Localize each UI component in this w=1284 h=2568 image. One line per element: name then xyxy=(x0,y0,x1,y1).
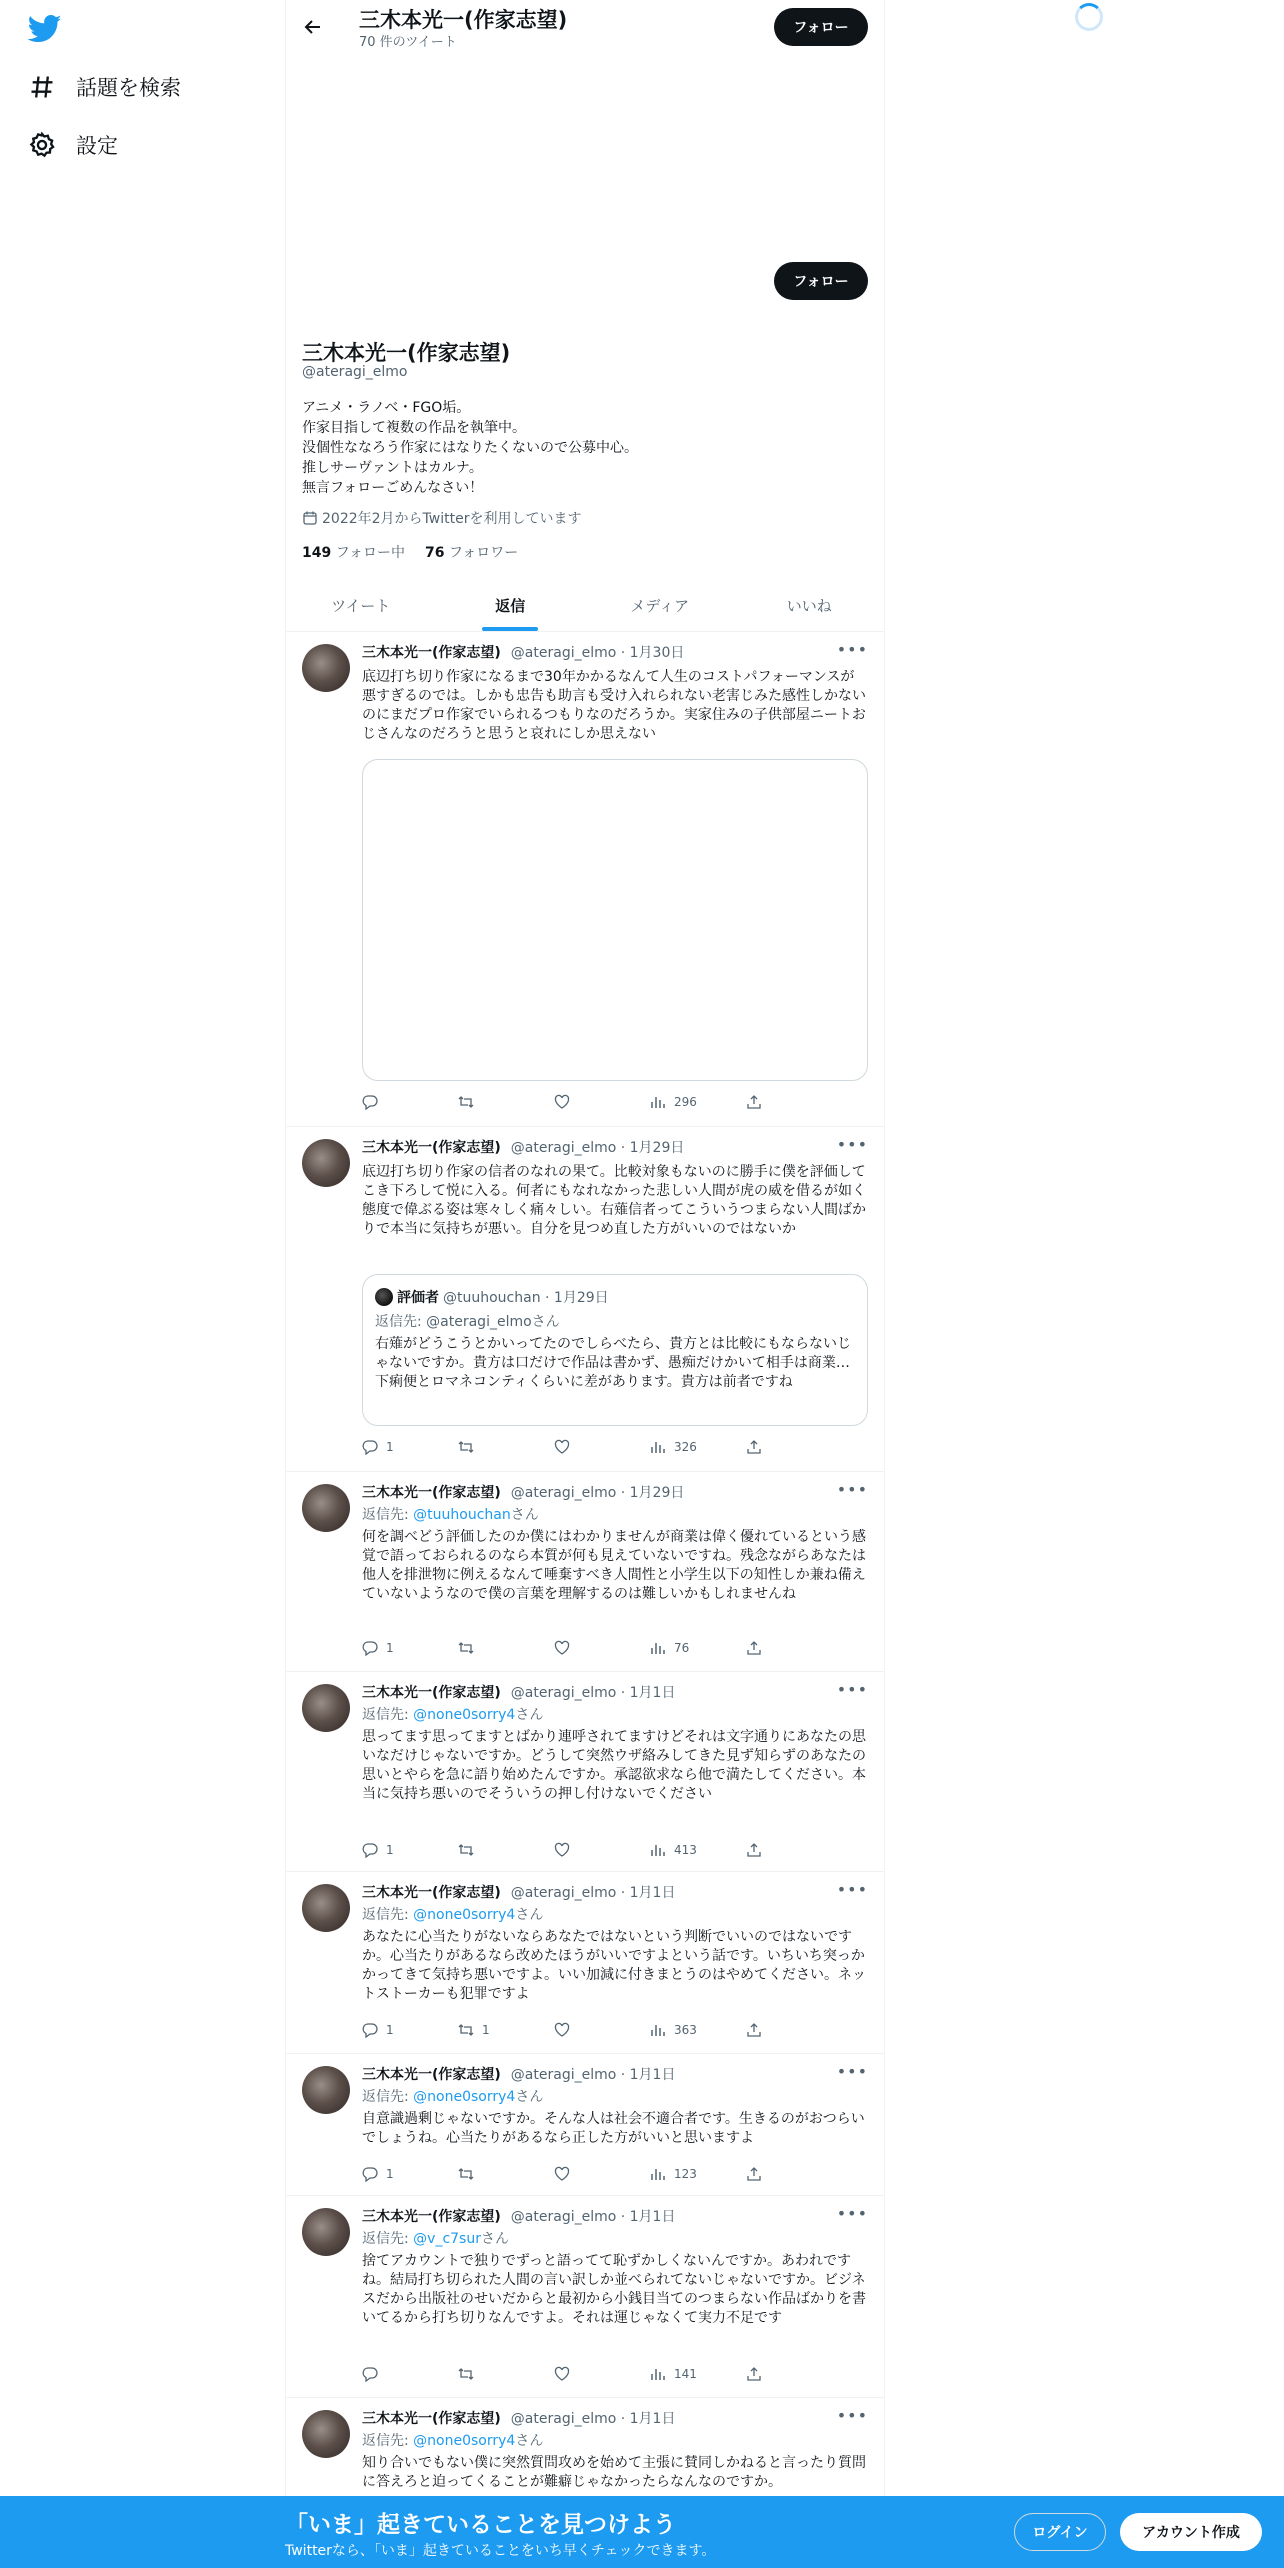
more-options-icon[interactable]: ••• xyxy=(836,640,868,659)
tweet-actions xyxy=(362,1439,782,1459)
tweet-text: あなたに心当たりがないならあなたではないという判断でいいのではないですか。心当たりがあるなら改めたほうがいいですよという話です。いちいち突っかかってきて気持ち悪いですよ。いい加減に付きまとうのはやめてください。ネットストーカーも犯罪ですよ xyxy=(362,1929,866,2002)
views-button[interactable] xyxy=(650,1439,697,1455)
reply-icon xyxy=(362,2366,378,2382)
share-button[interactable] xyxy=(746,1640,762,1656)
tab-replies[interactable]: 返信 xyxy=(436,580,586,631)
reply-prefix: 返信先: xyxy=(362,1907,414,1923)
reply-to-link[interactable]: @tuuhouchan xyxy=(413,1507,511,1523)
gear-icon xyxy=(28,131,56,159)
tweet[interactable] xyxy=(286,2398,884,2496)
views-button[interactable] xyxy=(650,2166,697,2182)
quote-header xyxy=(375,1287,609,1307)
loading-spinner-icon xyxy=(1075,3,1103,31)
reply-count: 1 xyxy=(386,2167,394,2181)
nav-settings-label: 設定 xyxy=(76,134,118,158)
tweet-header xyxy=(362,642,684,662)
like-button[interactable] xyxy=(554,1640,578,1656)
tweet-author-name[interactable]: 三木本光一(作家志望) xyxy=(362,2411,501,2427)
reply-suffix: さん xyxy=(515,1907,544,1923)
profile-name: 三木本光一(作家志望) xyxy=(302,341,511,365)
retweet-icon xyxy=(458,2166,474,2182)
tweet[interactable] xyxy=(286,1872,884,2054)
retweet-icon xyxy=(458,2366,474,2382)
more-options-icon[interactable]: ••• xyxy=(836,1480,868,1499)
heart-icon xyxy=(554,2022,570,2038)
tweet-meta: @ateragi_elmo · 1月1日 xyxy=(510,1685,676,1701)
reply-prefix: 返信先: xyxy=(362,2089,414,2105)
tweet-header xyxy=(362,2064,675,2084)
share-button[interactable] xyxy=(746,1094,762,1110)
reply-suffix: さん xyxy=(510,1507,539,1523)
reply-icon xyxy=(362,2022,378,2038)
more-options-icon[interactable]: ••• xyxy=(836,2204,868,2223)
following-count: 149 xyxy=(302,545,332,561)
reply-button[interactable] xyxy=(362,1439,394,1455)
header-follow-button[interactable]: フォロー xyxy=(774,8,868,46)
login-button[interactable]: ログイン xyxy=(1014,2513,1106,2551)
banner-title: 「いま」起きていることを見つけよう xyxy=(285,2512,676,2538)
more-options-icon[interactable]: ••• xyxy=(836,1680,868,1699)
share-icon xyxy=(746,1842,762,1858)
avatar[interactable] xyxy=(302,1484,350,1532)
more-options-icon[interactable]: ••• xyxy=(836,2406,868,2425)
bio-line: 推しサーヴァントはカルナ。 xyxy=(302,460,483,476)
tweet[interactable] xyxy=(286,1127,884,1472)
views-count: 76 xyxy=(674,1641,690,1655)
share-button[interactable] xyxy=(746,1439,762,1455)
tweet-meta: @ateragi_elmo · 1月29日 xyxy=(510,1140,685,1156)
tweet[interactable] xyxy=(286,1472,884,1672)
like-button[interactable] xyxy=(554,1842,578,1858)
quote-meta: @tuuhouchan · 1月29日 xyxy=(443,1290,609,1306)
reply-icon xyxy=(362,1640,378,1656)
tweet-meta: @ateragi_elmo · 1月29日 xyxy=(510,1485,685,1501)
bio-line: 無言フォローごめんなさい！ xyxy=(302,480,484,496)
avatar[interactable] xyxy=(302,1684,350,1732)
profile-tabs xyxy=(286,580,884,632)
bio-line: アニメ・ラノベ・FGO垢。 xyxy=(302,400,471,416)
quote-text: 右薙がどうこうとかいってたのでしらべたら、貴方とは比較にもならないじゃないですか。貴方は口だけで作品は書かず、愚痴だけかいて相手は商業…下痢便とロマネコンティくらいに差があります。貴方は前者ですね xyxy=(375,1336,851,1390)
tweet-actions xyxy=(362,2022,782,2042)
like-button[interactable] xyxy=(554,1439,578,1455)
reply-to-line xyxy=(362,2228,509,2248)
retweet-button[interactable] xyxy=(458,1842,482,1858)
views-count: 296 xyxy=(674,1095,697,1109)
reply-button[interactable] xyxy=(362,1842,394,1858)
heart-icon xyxy=(554,2166,570,2182)
profile-stats xyxy=(302,542,518,562)
followers-label: フォロワー xyxy=(448,545,519,561)
avatar[interactable] xyxy=(302,644,350,692)
views-chart-icon xyxy=(650,2022,666,2038)
following-label: フォロー中 xyxy=(335,545,405,561)
profile-bio xyxy=(302,398,638,498)
tweet-header xyxy=(362,1682,675,1702)
share-button[interactable] xyxy=(746,2366,762,2382)
signup-button[interactable]: アカウント作成 xyxy=(1120,2513,1262,2551)
reply-button[interactable] xyxy=(362,1094,386,1110)
quote-author-name: 評価者 xyxy=(397,1290,439,1306)
tweet-author-name[interactable]: 三木本光一(作家志望) xyxy=(362,1140,501,1156)
tweet[interactable] xyxy=(286,1672,884,1872)
tweet[interactable] xyxy=(286,2054,884,2196)
share-button[interactable] xyxy=(746,2022,762,2038)
share-icon xyxy=(746,2366,762,2382)
tweet[interactable] xyxy=(286,632,884,1127)
reply-icon xyxy=(362,2166,378,2182)
views-chart-icon xyxy=(650,1640,666,1656)
views-chart-icon xyxy=(650,2166,666,2182)
twitter-logo-icon[interactable] xyxy=(28,14,62,44)
reply-suffix: さん xyxy=(480,2231,509,2247)
tweet-header xyxy=(362,2408,675,2428)
heart-icon xyxy=(554,1439,570,1455)
following-stat[interactable] xyxy=(302,542,405,562)
header-tweet-count: 70 件のツイート xyxy=(359,35,457,50)
retweet-count: 1 xyxy=(482,2023,490,2037)
share-icon xyxy=(746,2022,762,2038)
retweet-icon xyxy=(458,1640,474,1656)
tweet-author-name[interactable]: 三木本光一(作家志望) xyxy=(362,2067,501,2083)
profile-handle: @ateragi_elmo xyxy=(302,364,408,380)
tweet-text: 底辺打ち切り作家の信者のなれの果て。比較対象もないのに勝手に僕を評価してこき下ろして悦に入る。何者にもなれなかった悲しい人間が虎の威を借るが如く態度で偉ぶる姿は寒々しく痛々しい。右薙信者ってこういうつまらない人間ばかりで本当に気持ちが悪い。自分を見つめ直した方がいいのではないか xyxy=(362,1164,866,1237)
share-icon xyxy=(746,1094,762,1110)
tweet-author-name[interactable]: 三木本光一(作家志望) xyxy=(362,1485,501,1501)
views-chart-icon xyxy=(650,1439,666,1455)
views-button[interactable] xyxy=(650,2366,697,2382)
profile-follow-button[interactable]: フォロー xyxy=(774,262,868,300)
retweet-icon xyxy=(458,2022,474,2038)
tweet-text: 捨てアカウントで独りでずっと語ってて恥ずかしくないんですか。あわれですね。結局打ち切られた人間の言い訳しか並べられてないじゃないですか。ビジネスだから出版社のせいだからと最初から小銭目当てのつまらない作品ばかりを書いてるから打ち切りなんですよ。それは運じゃなくて実力不足です xyxy=(362,2253,866,2326)
heart-icon xyxy=(554,1094,570,1110)
tab-media[interactable]: メディア xyxy=(630,597,690,615)
tweet-author-name[interactable]: 三木本光一(作家志望) xyxy=(362,1685,501,1701)
reply-button[interactable] xyxy=(362,2022,394,2038)
reply-button[interactable] xyxy=(362,1640,394,1656)
tweet-author-name[interactable]: 三木本光一(作家志望) xyxy=(362,2209,501,2225)
quoted-tweet[interactable] xyxy=(362,1274,868,1426)
tweet-author-name[interactable]: 三木本光一(作家志望) xyxy=(362,1885,501,1901)
reply-prefix: 返信先: xyxy=(362,2433,414,2449)
reply-count: 1 xyxy=(386,1440,394,1454)
main-column xyxy=(285,0,885,2568)
reply-to-line xyxy=(362,1704,543,1724)
joined-text: 2022年2月からTwitterを利用しています xyxy=(322,511,582,527)
tweet-actions xyxy=(362,1640,782,1660)
nav-explore-label: 話題を検索 xyxy=(76,76,181,100)
like-button[interactable] xyxy=(554,2022,578,2038)
left-nav xyxy=(0,0,285,2568)
heart-icon xyxy=(554,1842,570,1858)
like-button[interactable] xyxy=(554,2166,578,2182)
reply-to-line xyxy=(362,1904,543,1924)
reply-count: 1 xyxy=(386,2023,394,2037)
share-icon xyxy=(746,2166,762,2182)
tweet-header xyxy=(362,2206,675,2226)
tweet-text: 思ってます思ってますとばかり連呼されてますけどそれは文字通りにあなたの思いなだけじゃないですか。どうして突然ウザ絡みしてきた見ず知らずのあなたの思いとやらを急に語り始めたんですか。承認欲求なら他で満たしてください。本当に気持ち悪いのでそういうの押し付けないでください xyxy=(362,1729,866,1802)
views-button[interactable] xyxy=(650,1640,689,1656)
tweet-meta: @ateragi_elmo · 1月1日 xyxy=(510,2209,676,2225)
retweet-icon xyxy=(458,1842,474,1858)
like-button[interactable] xyxy=(554,1094,578,1110)
retweet-button[interactable] xyxy=(458,2366,482,2382)
reply-to-line xyxy=(362,2430,543,2450)
tweet-header xyxy=(362,1482,684,1502)
views-button[interactable] xyxy=(650,2022,697,2038)
reply-suffix: さん xyxy=(515,1707,544,1723)
bio-line: 作家目指して複数の作品を執筆中。 xyxy=(302,420,526,436)
views-chart-icon xyxy=(650,1842,666,1858)
bio-line: 没個性ななろう作家にはなりたくないので公募中心。 xyxy=(302,440,638,456)
views-count: 123 xyxy=(674,2167,697,2181)
signup-banner xyxy=(0,2496,1284,2568)
tweet-header xyxy=(362,1137,684,1157)
heart-icon xyxy=(554,1640,570,1656)
quote-avatar xyxy=(375,1288,393,1306)
tweet-actions xyxy=(362,1094,782,1114)
back-button[interactable] xyxy=(298,12,328,42)
tweet-meta: @ateragi_elmo · 1月1日 xyxy=(510,2067,676,2083)
tweet-text: 何を調べどう評価したのか僕にはわかりませんが商業は偉く優れているという感覚で語っておられるのなら本質が何も見えていないですね。残念ながらあなたは他人を排泄物に例えるなんて唾棄すべき人間性と小学生以下の知性しか兼ね備えていないようなので僕の言葉を理解するのは難しいかもしれませんね xyxy=(362,1529,866,1602)
back-arrow-icon xyxy=(303,17,323,37)
tweet-meta: @ateragi_elmo · 1月30日 xyxy=(510,645,685,661)
reply-suffix: さん xyxy=(515,2089,544,2105)
views-chart-icon xyxy=(650,1094,666,1110)
tweet-author-name[interactable]: 三木本光一(作家志望) xyxy=(362,645,501,661)
views-chart-icon xyxy=(650,2366,666,2382)
reply-to-link[interactable]: @v_c7sur xyxy=(413,2231,481,2247)
nav-settings[interactable] xyxy=(28,125,118,165)
heart-icon xyxy=(554,2366,570,2382)
reply-icon xyxy=(362,1094,378,1110)
tweet-text: 知り合いでもない僕に突然質問攻めを始めて主張に賛同しかねると言ったり質問に答えろと迫ってくることが難癖じゃなかったらなんなのですか。 xyxy=(362,2455,866,2490)
reply-button[interactable] xyxy=(362,2366,386,2382)
more-options-icon[interactable]: ••• xyxy=(836,2062,868,2081)
header-title: 三木本光一(作家志望) xyxy=(359,8,568,32)
retweet-button[interactable] xyxy=(458,2166,482,2182)
retweet-button[interactable] xyxy=(458,2022,490,2038)
tweet-actions xyxy=(362,1842,782,1862)
tweet-meta: @ateragi_elmo · 1月1日 xyxy=(510,2411,676,2427)
reply-prefix: 返信先: xyxy=(362,1507,414,1523)
share-button[interactable] xyxy=(746,1842,762,1858)
views-count: 363 xyxy=(674,2023,697,2037)
followers-count: 76 xyxy=(425,545,445,561)
tweet-meta: @ateragi_elmo · 1月1日 xyxy=(510,1885,676,1901)
reply-count: 1 xyxy=(386,1843,394,1857)
views-count: 326 xyxy=(674,1440,697,1454)
tweet[interactable] xyxy=(286,2196,884,2398)
share-icon xyxy=(746,1439,762,1455)
avatar[interactable] xyxy=(302,1139,350,1187)
avatar[interactable] xyxy=(302,2066,350,2114)
avatar[interactable] xyxy=(302,2410,350,2458)
retweet-icon xyxy=(458,1094,474,1110)
reply-icon xyxy=(362,1439,378,1455)
tweet-text: 底辺打ち切り作家になるまで30年かかるなんて人生のコストパフォーマンスが悪すぎるのでは。しかも忠告も助言も受け入れられない老害じみた感性しかないのにまだプロ作家でいられるつもりなのだろうか。実家住みの子供部屋ニートおじさんなのだろうと思うと哀れにしか思えない xyxy=(362,669,866,742)
reply-suffix: さん xyxy=(515,2433,544,2449)
tweet-media[interactable] xyxy=(362,759,868,1081)
reply-count: 1 xyxy=(386,1641,394,1655)
nav-explore[interactable] xyxy=(28,67,181,107)
reply-prefix: 返信先: xyxy=(362,2231,414,2247)
retweet-button[interactable] xyxy=(458,1094,482,1110)
followers-stat[interactable] xyxy=(425,542,518,562)
views-button[interactable] xyxy=(650,1842,697,1858)
reply-to-link[interactable]: @none0sorry4 xyxy=(413,1907,516,1923)
tweet-actions xyxy=(362,2166,782,2186)
tab-tweets[interactable]: ツイート xyxy=(331,597,391,615)
views-count: 141 xyxy=(674,2367,697,2381)
share-icon xyxy=(746,1640,762,1656)
views-count: 413 xyxy=(674,1843,697,1857)
more-options-icon[interactable]: ••• xyxy=(836,1880,868,1899)
hashtag-icon xyxy=(28,73,56,101)
reply-to-line xyxy=(362,2086,543,2106)
tweet-actions xyxy=(362,2366,782,2386)
retweet-button[interactable] xyxy=(458,1640,482,1656)
reply-icon xyxy=(362,1842,378,1858)
reply-button[interactable] xyxy=(362,2166,394,2182)
retweet-button[interactable] xyxy=(458,1439,482,1455)
views-button[interactable] xyxy=(650,1094,697,1110)
avatar[interactable] xyxy=(302,2208,350,2256)
banner-subtitle: Twitterなら、「いま」起きていることをいち早くチェックできます。 xyxy=(285,2543,716,2559)
reply-to-line xyxy=(362,1504,539,1524)
share-button[interactable] xyxy=(746,2166,762,2182)
calendar-icon xyxy=(302,510,318,526)
profile-header-bar xyxy=(286,0,884,54)
tweet-header xyxy=(362,1882,675,1902)
tweet-text: 自意識過剰じゃないですか。そんな人は社会不適合者です。生きるのがおつらいでしょうね。心当たりがあるなら正した方がいいと思いますよ xyxy=(362,2111,865,2146)
quote-reply-line: 返信先: @ateragi_elmoさん xyxy=(375,1314,560,1330)
like-button[interactable] xyxy=(554,2366,578,2382)
retweet-icon xyxy=(458,1439,474,1455)
tab-likes[interactable]: いいね xyxy=(786,597,832,615)
reply-to-link[interactable]: @none0sorry4 xyxy=(413,1707,516,1723)
reply-to-link[interactable]: @none0sorry4 xyxy=(413,2089,516,2105)
avatar[interactable] xyxy=(302,1884,350,1932)
reply-to-link[interactable]: @none0sorry4 xyxy=(413,2433,516,2449)
reply-prefix: 返信先: xyxy=(362,1707,414,1723)
profile-joined xyxy=(302,508,581,528)
more-options-icon[interactable]: ••• xyxy=(836,1135,868,1154)
